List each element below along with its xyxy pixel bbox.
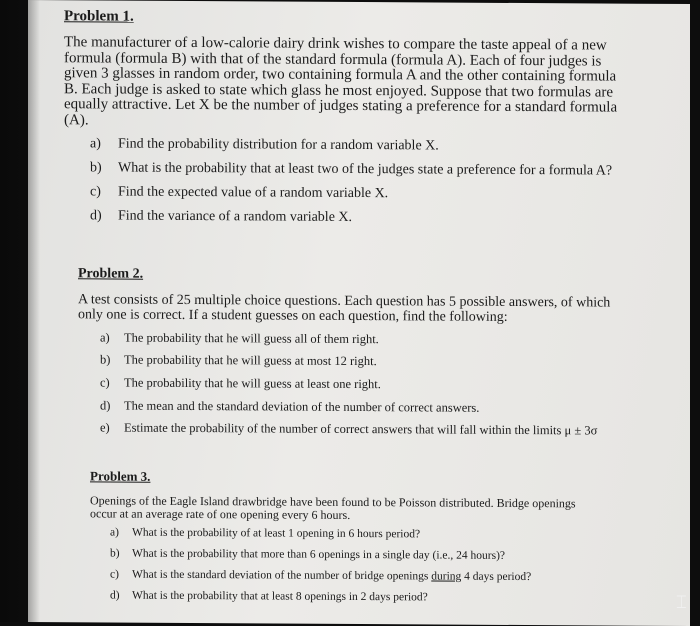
problem-3-intro: Openings of the Eagle Island drawbridge have been found to be Poisson distributed. Bridge openings occur at an average rate of one opening every 6 hours. [90, 493, 576, 522]
problem-3-question-d: d) What is the probability that at least 8 openings in 2 days period? [110, 589, 428, 604]
page-edge-shadow [0, 0, 40, 622]
problem-1-questions [64, 132, 664, 232]
problem-1-question-b: b) What is the probability that at least two of the judges state a preference for a formula A? [90, 160, 613, 179]
problem-3-section [90, 468, 630, 606]
problem-2-question-b: b) The probability that he will guess at most 12 right. [100, 352, 377, 369]
problem-2-question-a: a) The probability that he will guess all of them right. [100, 330, 379, 346]
problem-1-question-a: a) Find the probability distribution for a random variable X. [90, 136, 439, 154]
problem-1-question-d: d) Find the variance of a random variable X. [90, 208, 353, 225]
problem-2-question-e: e) Estimate the probability of the number of correct answers that will fall within the limits μ ± 3σ [100, 420, 598, 438]
problem-2-title: Problem 2. [78, 266, 144, 282]
problem-1-intro: The manufacturer of a low-calorie dairy drink wishes to compare the taste appeal of a new formula (formula B) with that of the standard formula (formula A). Each of four judges is given 3 glasses in random order, two containing formula A and the other containing formula B. Each judge is asked to state which glass he most enjoyed. Suppose that two formulas are equally attractive. Let X be the number of judges stating a preference for a standard formula (A). [64, 34, 618, 128]
problem-2-question-c: c) The probability that he will guess at least one right. [100, 375, 381, 392]
problem-1-title: Problem 1. [64, 8, 134, 25]
problem-3-questions [90, 522, 650, 609]
document-page [28, 0, 690, 626]
problem-2-questions [78, 326, 658, 443]
problem-2-section [78, 266, 638, 438]
problem-3-question-b: b) What is the probability that more than 6 openings in a single day (i.e., 24 hours)? [110, 547, 506, 563]
problem-1-section [64, 8, 664, 228]
problem-3-question-a: a) What is the probability of at least 1 opening in 6 hours period? [110, 526, 421, 541]
problem-3-title: Problem 3. [90, 468, 151, 484]
problem-sheet [64, 8, 664, 604]
problem-2-question-d: d) The mean and the standard deviation of the number of correct answers. [100, 398, 480, 415]
problem-3-question-c: c) What is the standard deviation of the number of bridge openings during 4 days period? [110, 568, 532, 584]
problem-1-question-c: c) Find the expected value of a random variable X. [90, 184, 389, 202]
text-cursor-icon: ⌶ [676, 592, 687, 613]
problem-2-intro: A test consists of 25 multiple choice questions. Each question has 5 possible answers, of which only one is correct. If a student guesses on each question, find the following: [78, 292, 611, 325]
